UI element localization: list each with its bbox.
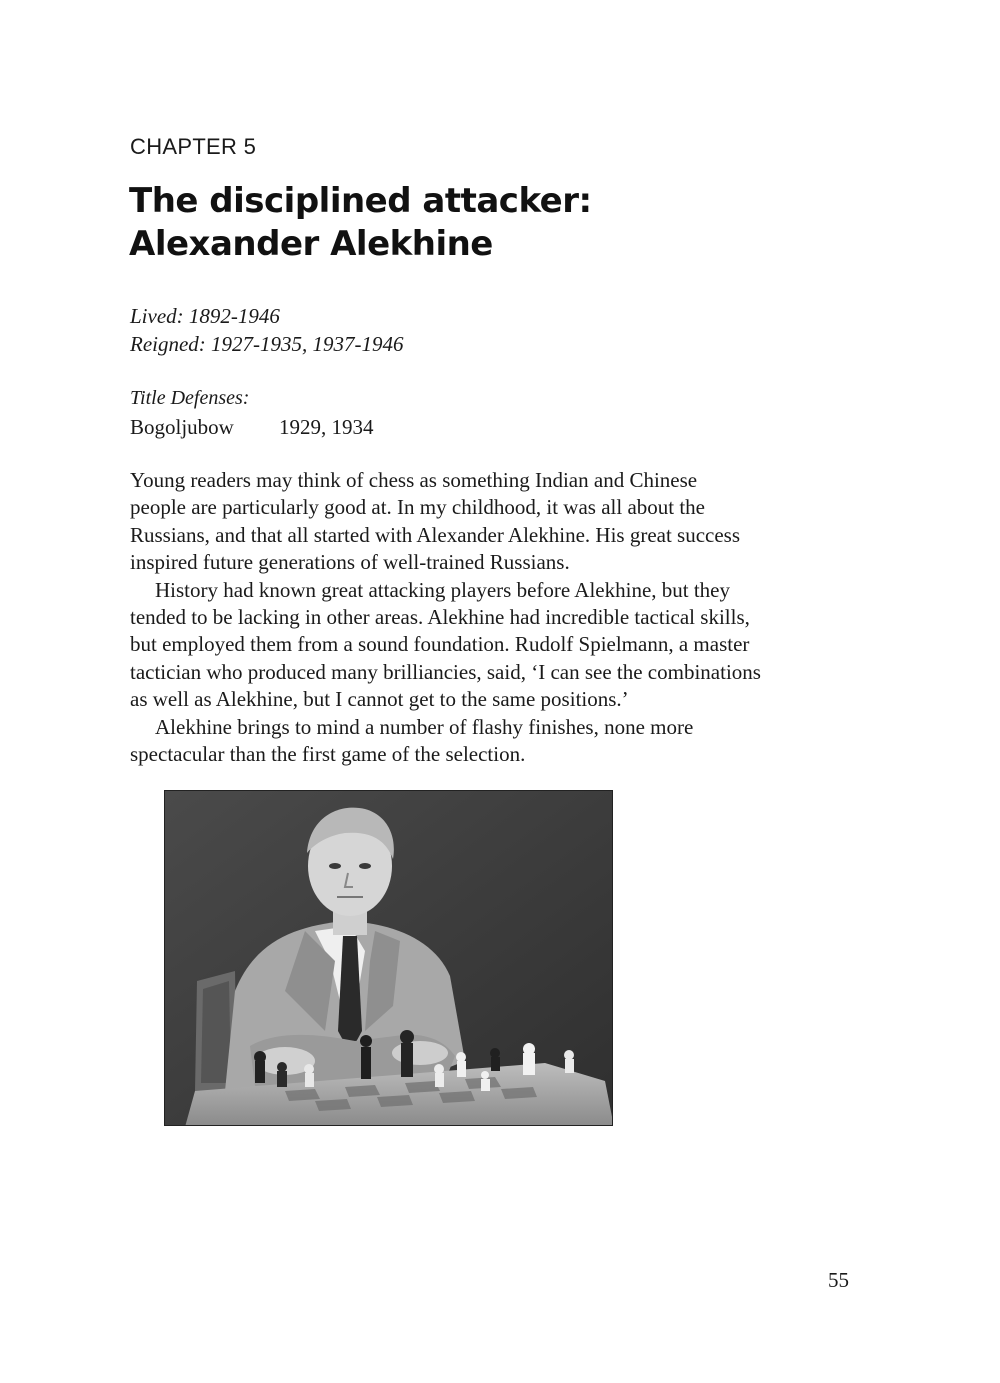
chapter-label: CHAPTER 5	[130, 134, 257, 159]
text-line: but employed them from a sound foundation. Rudolf Spielmann, a master	[130, 632, 750, 657]
chapter-title-line-2: Alexander Alekhine	[129, 224, 493, 264]
body-text	[130, 467, 870, 768]
text-line: tended to be lacking in other areas. Alekhine had incredible tactical skills,	[130, 605, 750, 630]
reigned-value: 1927-1935, 1937-1946	[211, 332, 404, 356]
text-line: Russians, and that all started with Alexander Alekhine. His great success	[130, 522, 741, 547]
lived-value: 1892-1946	[188, 304, 280, 328]
portrait-illustration	[165, 791, 613, 1126]
title-defense-row	[130, 413, 374, 441]
paragraph-1	[130, 467, 870, 577]
text-line: tactician who produced many brilliancies, said, ‘I can see the combinations	[130, 659, 761, 684]
reigned-line	[130, 330, 404, 358]
lived-label: Lived:	[130, 304, 184, 328]
lived-line	[130, 302, 280, 330]
text-line: as well as Alekhine, but I cannot get to the same positions.’	[130, 687, 629, 712]
paragraph-3	[130, 714, 870, 769]
page-number: 55	[828, 1268, 849, 1292]
text-line: inspired future generations of well-trained Russians.	[130, 550, 570, 575]
portrait-photo	[164, 790, 613, 1126]
defense-years: 1929, 1934	[279, 415, 374, 439]
text-line: spectacular than the first game of the selection.	[130, 742, 526, 767]
text-line: people are particularly good at. In my childhood, it was all about the	[130, 495, 705, 520]
paragraph-2	[130, 577, 870, 714]
chapter-title-line-1: The disciplined attacker:	[129, 181, 592, 221]
text-line: Young readers may think of chess as something Indian and Chinese	[130, 468, 698, 492]
text-line: Alekhine brings to mind a number of flashy finishes, none more	[155, 714, 694, 739]
title-defenses-heading: Title Defenses:	[130, 387, 250, 409]
defense-opponent: Bogoljubow	[130, 415, 234, 439]
reigned-label: Reigned:	[130, 332, 206, 356]
chapter-title	[129, 180, 889, 266]
text-line: History had known great attacking players before Alekhine, but they	[155, 577, 730, 602]
